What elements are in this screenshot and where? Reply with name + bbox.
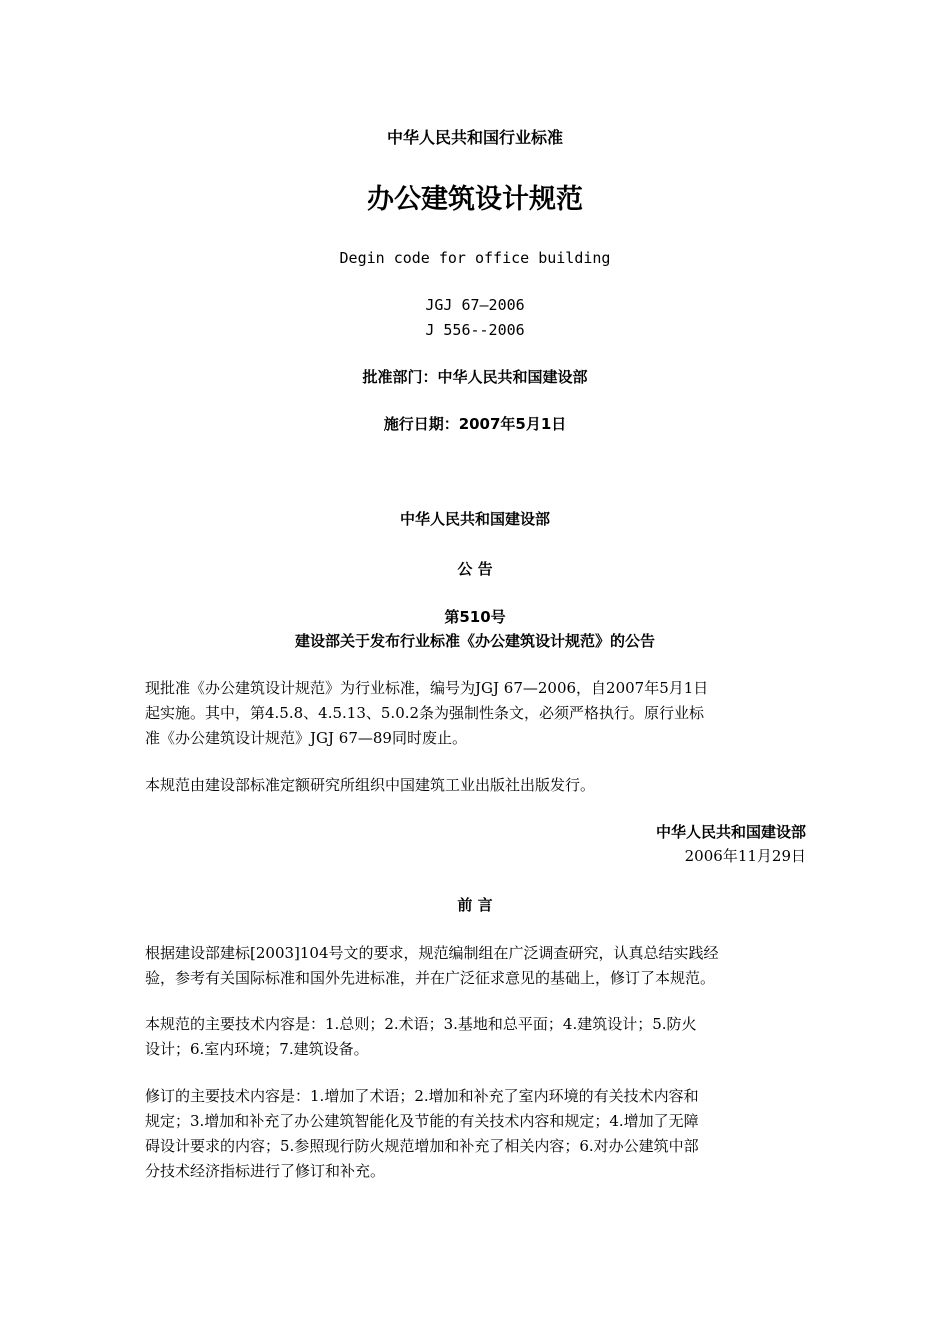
announcement-heading: 公 告 (457, 560, 493, 578)
announcement-paragraph-line: 起实施。其中，第4.5.8、4.5.13、5.0.2条为强制性条文，必须严格执行。原行业标 (145, 704, 705, 722)
preface-paragraph-line: 本规范的主要技术内容是：1.总则；2.术语；3.基地和总平面；4.建筑设计；5.防火 (145, 1015, 697, 1033)
preface-heading: 前 言 (457, 896, 493, 914)
approval-department: 批准部门：中华人民共和国建设部 (362, 368, 588, 386)
signature: 中华人民共和国建设部 (655, 823, 806, 841)
standard-category: 中华人民共和国行业标准 (386, 128, 563, 147)
document-title: 办公建筑设计规范 (367, 184, 583, 215)
publisher-note: 本规范由建设部标准定额研究所组织中国建筑工业出版社出版发行。 (145, 776, 596, 794)
announcement-paragraph-line: 现批准《办公建筑设计规范》为行业标准，编号为JGJ 67—2006，自2007年5月1日 (145, 679, 709, 697)
announcement-issuer: 中华人民共和国建设部 (399, 510, 550, 528)
preface-paragraph-line: 验，参考有关国际标准和国外先进标准，并在广泛征求意见的基础上，修订了本规范。 (145, 969, 716, 987)
announcement-number: 第510号 (444, 608, 506, 626)
announcement-paragraph-line: 准《办公建筑设计规范》JGJ 67—89同时废止。 (145, 729, 467, 747)
announcement-subject: 建设部关于发布行业标准《办公建筑设计规范》的公告 (294, 632, 655, 650)
preface-paragraph-line: 分技术经济指标进行了修订和补充。 (145, 1162, 386, 1180)
preface-paragraph-line: 设计；6.室内环境；7.建筑设备。 (145, 1040, 369, 1058)
english-title: Degin code for office building (339, 249, 611, 267)
preface-paragraph-line: 规定；3.增加和补充了办公建筑智能化及节能的有关技术内容和规定；4.增加了无障 (145, 1112, 699, 1130)
preface-paragraph-line: 修订的主要技术内容是：1.增加了术语；2.增加和补充了室内环境的有关技术内容和 (145, 1087, 699, 1105)
preface-paragraph-line: 根据建设部建标[2003]104号文的要求，规范编制组在广泛调查研究，认真总结实践经 (145, 944, 719, 962)
signature-date: 2006年11月29日 (684, 847, 806, 865)
standard-code-jgj: JGJ 67—2006 (425, 296, 525, 314)
effective-date: 施行日期：2007年5月1日 (383, 415, 567, 433)
preface-paragraph-line: 碍设计要求的内容；5.参照现行防火规范增加和补充了相关内容；6.对办公建筑中部 (145, 1137, 699, 1155)
standard-code-j: J 556--2006 (425, 321, 525, 339)
